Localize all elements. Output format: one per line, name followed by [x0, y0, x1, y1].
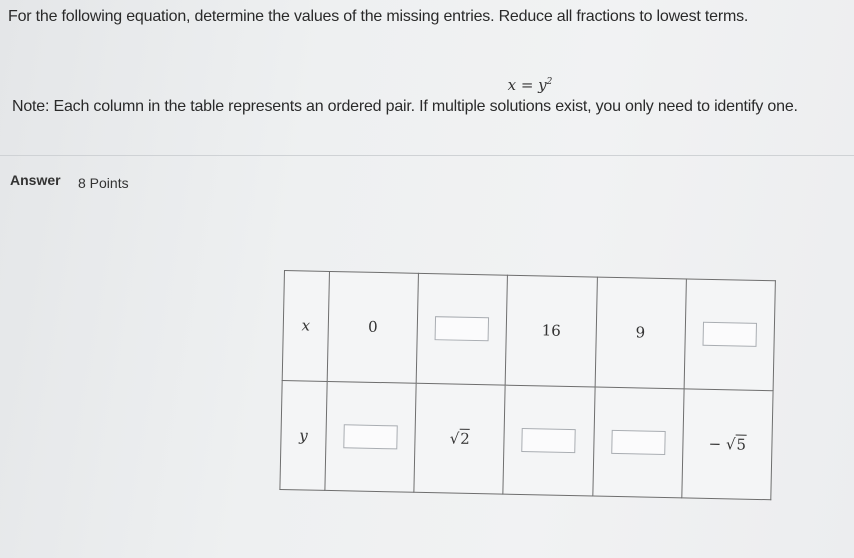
sqrt-five: √5 [725, 435, 747, 454]
question-note: Note: Each column in the table represents an ordered pair. If multiple solutions exist, you only need to identify one. [12, 98, 798, 115]
cell-x-4: 9 [595, 277, 686, 388]
row-header-x: x [282, 271, 329, 381]
answer-input-y-3[interactable] [522, 428, 576, 453]
answer-input-x-2[interactable] [435, 316, 489, 341]
answer-input-y-4[interactable] [611, 430, 665, 455]
neg-sign: − [708, 434, 722, 453]
cell-x-3: 16 [506, 275, 597, 386]
table-row-x [282, 271, 775, 391]
question-instructions: For the following equation, determine the values of the missing entries. Reduce all fractions to lowest terms. [8, 8, 749, 25]
sqrt-two: √2 [449, 429, 471, 448]
row-header-y: y [280, 380, 327, 490]
answer-label: Answer [10, 172, 61, 188]
cell-y-4 [592, 387, 683, 498]
cell-x-5 [684, 279, 776, 390]
answer-input-y-1[interactable] [343, 424, 397, 449]
ordered-pairs-table-container [279, 270, 775, 500]
table-row-y [280, 380, 773, 500]
cell-y-2 [414, 383, 505, 494]
cell-x-1: 0 [327, 271, 418, 382]
equation-lhs: x = y [507, 76, 547, 94]
equation [470, 76, 590, 94]
cell-y-5 [682, 388, 774, 499]
cell-y-3 [503, 385, 594, 496]
section-divider [0, 155, 854, 156]
points-label: 8 Points [78, 175, 129, 191]
answer-input-x-5[interactable] [702, 322, 756, 347]
cell-x-2 [416, 273, 507, 384]
sqrt-two-arg: 2 [460, 429, 471, 448]
equation-exponent: 2 [546, 77, 553, 87]
ordered-pairs-table [279, 270, 775, 500]
sqrt-five-arg: 5 [736, 435, 747, 454]
cell-y-1 [325, 381, 416, 492]
